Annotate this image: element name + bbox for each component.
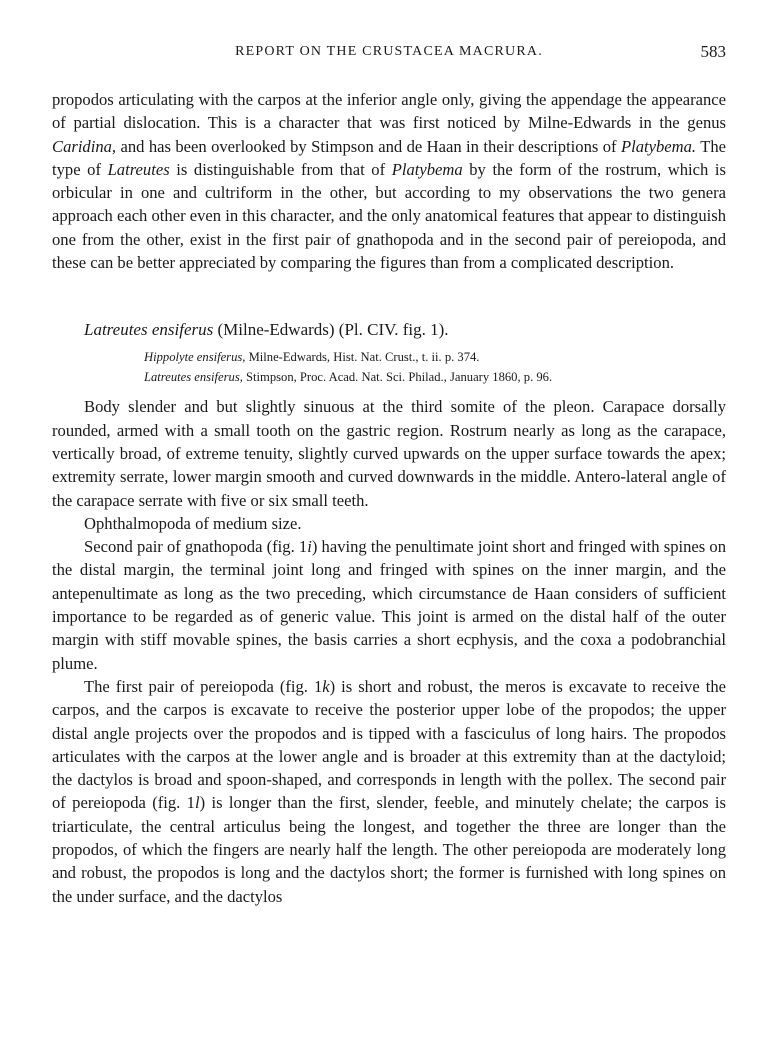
species-name: Latreutes ensiferus [84,320,214,340]
species-heading [84,318,726,341]
synonym-entry: Hippolyte ensiferus, Milne-Edwards, Hist. Nat. Crust., t. ii. p. 374. [144,350,480,365]
paragraph-body-description: Body slender and but slightly sinuous at the third somite of the pleon. Carapace dorsally rounded, armed with a small tooth on the gastric region. Rostrum nearly as long as the carapace, vertically broad, of extreme tenuity, slightly curved upwards on the upper surface towards the apex; extremity serrate, lower margin smooth and curved downwards in the middle. Antero-lateral angle of the carapace serrate with five or six small teeth. [52,397,726,510]
running-header [52,44,726,68]
synonym-entry: Latreutes ensiferus, Stimpson, Proc. Acad. Nat. Sci. Philad., January 1860, p. 96. [144,370,553,385]
section-gap [52,274,726,318]
page-number: 583 [700,42,726,61]
page-body [52,88,726,908]
paragraph-pereiopoda: The first pair of pereiopoda (fig. 1k) is short and robust, the meros is excavate to receive the carpos, and the carpos is excavate to receive the posterior upper lobe of the propodos; the upper distal angle projects over the propodos and is tipped with a fasciculus of long hairs. The propodos articulates with the carpos at the lower angle and is broader at this extremity than at the dactyloid; the dactylos is broad and spoon-shaped, and corresponds in length with the pollex. The second pair of pereiopoda (fig. 1l) is longer than the first, slender, feeble, and minutely chelate; the carpos is triarticulate, the central articulus being the longest, and together the three are longer than the propodos, of which the fingers are nearly half the length. The other pereiopoda are moderately long and robust, the propodos is long and the dactylos short; the former is furnished with long spines on the under surface, and the dactylos [52,676,726,906]
paragraph-gnathopoda: Second pair of gnathopoda (fig. 1i) having the penultimate joint short and fringed with spines on the distal margin, the terminal joint long and fringed with spines on the inner margin, and the antepenultimate as long as the two preceding, which circumstance de Haan considers of sufficient importance to be regarded as of generic value. This joint is armed on the distal half of the outer margin with stiff movable spines, the basis carries a short ecphysis, and the coxa a podobranchial plume. [52,537,726,673]
species-authority: (Milne-Edwards) (Pl. CIV. fig. 1). [213,320,449,340]
paragraph-ophthalmopoda: Ophthalmopoda of medium size. [84,513,302,533]
paragraph-continuation: propodos articulating with the carpos at the inferior angle only, giving the appendage the appearance of partial dislocation. This is a character that was first noticed by Milne-Edwards in the genus Caridina, and has been overlooked by Stimpson and de Haan in their descriptions of Platybema. The type of Latreutes is distinguishable from that of Platybema by the form of the rostrum, which is orbicular in one and cultriform in the other, but according to my observations the two genera approach each other even in this character, and the only anatomical features that appear to distinguish one from the other, exist in the first pair of gnathopoda and in the second pair of pereiopoda, and these can be better appreciated by comparing the figures than from a complicated description. [52,90,726,273]
synonymy-list [144,347,726,387]
running-title: REPORT ON THE CRUSTACEA MACRURA. [235,44,543,59]
